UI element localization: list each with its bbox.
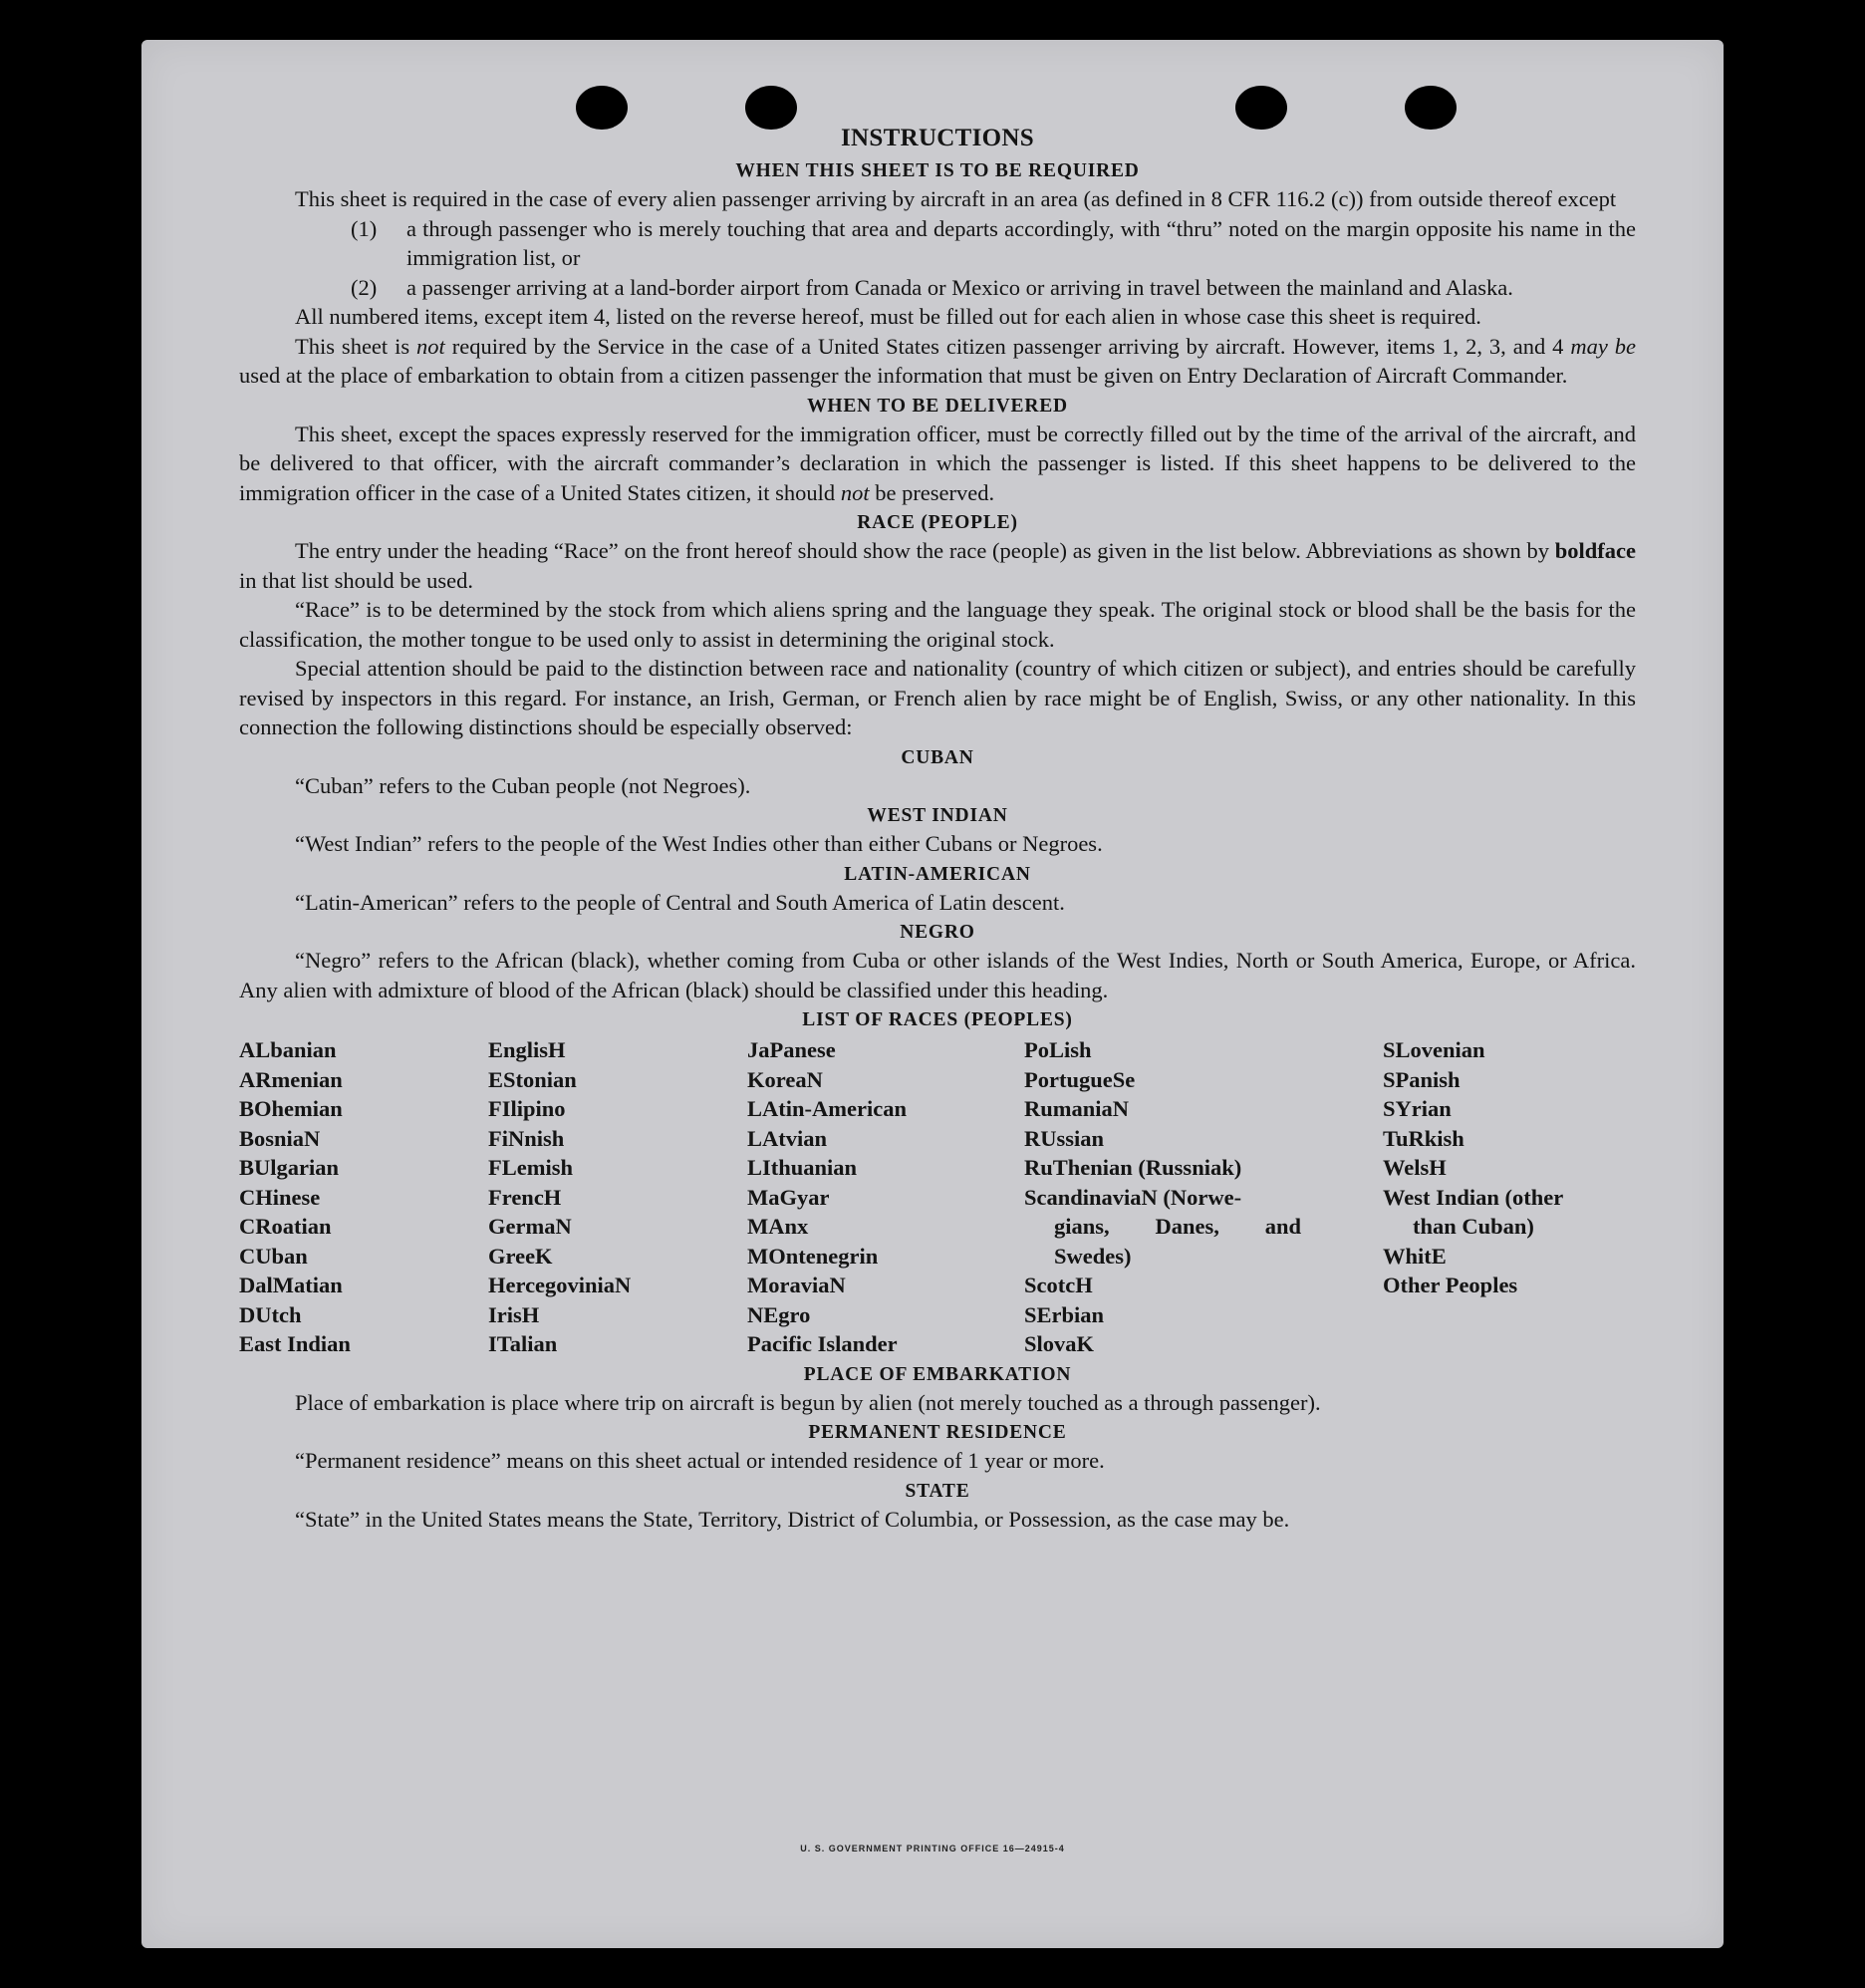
text-run: used at the place of embarkation to obtain from a citizen passenger the information that must be given on Entry Declaration of Aircraft Commander. bbox=[239, 363, 1568, 388]
text-run: The entry under the heading “Race” on the front hereof should show the race (people) as given in the list below. Abbreviations as shown by bbox=[295, 538, 1555, 563]
race-entry: WhitE bbox=[1383, 1243, 1447, 1269]
race-entry: BOhemian bbox=[239, 1096, 343, 1121]
race-entry: ITalian bbox=[488, 1331, 558, 1356]
race-entry: CUban bbox=[239, 1243, 308, 1269]
race-entry: LIthuanian bbox=[747, 1155, 858, 1180]
race-entry: SLovenian bbox=[1383, 1037, 1485, 1062]
state-paragraph: “State” in the United States means the State, Territory, District of Columbia, or Possession, as the case may be. bbox=[295, 1506, 1290, 1532]
exception-number: (1) bbox=[351, 215, 378, 241]
race-entry: MOntenegrin bbox=[747, 1243, 879, 1269]
required-paragraph-1: This sheet is required in the case of every alien passenger arriving by aircraft in an area (as defined in 8 CFR 116.2 (c)) from outside thereof except bbox=[295, 186, 1617, 211]
race-entry: EnglisH bbox=[488, 1037, 566, 1062]
race-entry: DalMatian bbox=[239, 1273, 343, 1297]
race-entry: CRoatian bbox=[239, 1214, 332, 1239]
race-entry-continued: Swedes) bbox=[1054, 1243, 1132, 1269]
race-entry: SlovaK bbox=[1024, 1331, 1095, 1356]
race-entry: LAtvian bbox=[747, 1125, 828, 1151]
races-column-1 bbox=[239, 1035, 488, 1359]
race-entry: ScandinaviaN (Norwe- bbox=[1024, 1184, 1242, 1210]
text-run: required by the Service in the case of a United States citizen passenger arriving by aircraft. However, items 1, 2, 3, and 4 bbox=[444, 333, 1571, 359]
race-entry: MoraviaN bbox=[747, 1273, 846, 1297]
race-entry: SPanish bbox=[1383, 1066, 1461, 1092]
race-entry: SYrian bbox=[1383, 1096, 1452, 1121]
heading-list-of-races: LIST OF RACES (PEOPLES) bbox=[802, 1009, 1073, 1030]
race-entry: RumaniaN bbox=[1024, 1096, 1130, 1121]
race-entry: RUssian bbox=[1024, 1125, 1105, 1151]
heading-cuban: CUBAN bbox=[901, 746, 974, 768]
exception-item-2 bbox=[239, 273, 1636, 303]
heading-permanent-residence: PERMANENT RESIDENCE bbox=[808, 1422, 1067, 1443]
race-entry: GreeK bbox=[488, 1243, 553, 1269]
race-entry: FIlipino bbox=[488, 1096, 566, 1121]
heading-when-required: WHEN THIS SHEET IS TO BE REQUIRED bbox=[735, 160, 1140, 181]
race-entry: DUtch bbox=[239, 1301, 302, 1327]
heading-west-indian: WEST INDIAN bbox=[867, 805, 1008, 826]
race-entry-continued: than Cuban) bbox=[1413, 1214, 1534, 1239]
races-column-4 bbox=[1024, 1035, 1383, 1359]
italic-run: not bbox=[840, 479, 870, 505]
latin-american-paragraph: “Latin-American” refers to the people of Central and South America of Latin descent. bbox=[295, 889, 1065, 915]
race-paragraph-2: “Race” is to be determined by the stock from which aliens spring and the language they speak. The original stock or blood shall be the basis for the classification, the mother tongue to be used only to assist in determining the original stock. bbox=[239, 597, 1636, 652]
delivered-paragraph bbox=[239, 420, 1636, 508]
exception-item-1 bbox=[239, 214, 1636, 273]
race-entry: HercegoviniaN bbox=[488, 1273, 632, 1297]
italic-run: may be bbox=[1570, 333, 1636, 359]
race-entry-continued bbox=[1024, 1212, 1301, 1242]
race-entry: NEgro bbox=[747, 1301, 811, 1327]
race-entry: WelsH bbox=[1383, 1155, 1447, 1180]
race-entry: SErbian bbox=[1024, 1301, 1105, 1327]
text-run: This sheet, except the spaces expressly reserved for the immigration officer, must be correctly filled out by the time of the arrival of the aircraft, and be delivered to that officer, with the aircraft commander’s declaration in which the passenger is listed. If this sheet happens to be delivered to the immigration officer in the case of a United States citizen, it should bbox=[239, 421, 1636, 505]
races-column-5-before bbox=[1383, 1035, 1636, 1183]
west-indian-paragraph: “West Indian” refers to the people of the West Indies other than either Cubans or Negroes. bbox=[295, 831, 1103, 856]
races-column-5 bbox=[1383, 1035, 1636, 1359]
race-entry: CHinese bbox=[239, 1184, 321, 1210]
residence-paragraph: “Permanent residence” means on this sheet actual or intended residence of 1 year or more. bbox=[295, 1448, 1105, 1473]
required-paragraph-3 bbox=[239, 332, 1636, 391]
race-entry: BUlgarian bbox=[239, 1155, 340, 1180]
race-entry: LAtin-American bbox=[747, 1096, 907, 1121]
race-paragraph-3: Special attention should be paid to the distinction between race and nationality (country of which citizen or subject), and entries should be carefully revised by inspectors in this regard. For instance, an Irish, German, or French alien by race might be of English, Swiss, or any other nationality. In this connection the following distinctions should be especially observed: bbox=[239, 656, 1636, 739]
race-entry: MaGyar bbox=[747, 1184, 830, 1210]
text-run: be preserved. bbox=[869, 479, 995, 505]
embarkation-paragraph: Place of embarkation is place where trip on aircraft is begun by alien (not merely touched as a through passenger). bbox=[295, 1389, 1321, 1415]
races-list bbox=[239, 1035, 1636, 1359]
races-column-2 bbox=[488, 1035, 747, 1359]
race-entry: FrencH bbox=[488, 1184, 562, 1210]
race-entry: ARmenian bbox=[239, 1066, 343, 1092]
race-entry-word: and bbox=[1264, 1214, 1301, 1239]
race-entry: TuRkish bbox=[1383, 1125, 1465, 1151]
required-paragraph-2: All numbered items, except item 4, listed on the reverse hereof, must be filled out for each alien in whose case this sheet is required. bbox=[295, 304, 1481, 329]
race-entry: Other Peoples bbox=[1383, 1273, 1518, 1297]
text-run: in that list should be used. bbox=[239, 567, 473, 593]
cuban-paragraph: “Cuban” refers to the Cuban people (not Negroes). bbox=[295, 772, 751, 798]
race-entry: ALbanian bbox=[239, 1037, 337, 1062]
page-title: INSTRUCTIONS bbox=[841, 125, 1034, 151]
bold-run: boldface bbox=[1554, 538, 1636, 563]
italic-run: not bbox=[416, 333, 445, 359]
printer-imprint: U. S. GOVERNMENT PRINTING OFFICE 16—24915-4 bbox=[800, 1844, 1065, 1853]
heading-when-delivered: WHEN TO BE DELIVERED bbox=[807, 395, 1068, 417]
heading-state: STATE bbox=[905, 1480, 970, 1502]
race-paragraph-1 bbox=[239, 536, 1636, 595]
document-body bbox=[239, 124, 1636, 1534]
race-entry: KoreaN bbox=[747, 1066, 823, 1092]
heading-place-of-embarkation: PLACE OF EMBARKATION bbox=[803, 1363, 1072, 1385]
race-entry: PoLish bbox=[1024, 1037, 1092, 1062]
document-sheet bbox=[141, 40, 1724, 1948]
exception-text: a through passenger who is merely touching that area and departs accordingly, with “thru” noted on the margin opposite his name in the immigration list, or bbox=[406, 215, 1636, 270]
race-entry-word: Danes, bbox=[1155, 1214, 1219, 1239]
text-run: This sheet is bbox=[295, 333, 417, 359]
races-column-5-after bbox=[1383, 1242, 1636, 1300]
exception-number: (2) bbox=[351, 274, 378, 300]
race-entry: JaPanese bbox=[747, 1037, 836, 1062]
race-entry: FLemish bbox=[488, 1155, 574, 1180]
races-column-4-after bbox=[1024, 1271, 1383, 1359]
race-entry-word: gians, bbox=[1054, 1214, 1110, 1239]
races-column-3 bbox=[747, 1035, 1024, 1359]
race-entry: West Indian (other bbox=[1383, 1184, 1564, 1210]
race-entry: IrisH bbox=[488, 1301, 540, 1327]
exception-text: a passenger arriving at a land-border airport from Canada or Mexico or arriving in travel between the mainland and Alaska. bbox=[406, 274, 1513, 300]
race-entry: GermaN bbox=[488, 1214, 572, 1239]
races-column-4-before bbox=[1024, 1035, 1383, 1183]
race-entry: FiNnish bbox=[488, 1125, 565, 1151]
heading-race: RACE (PEOPLE) bbox=[857, 512, 1018, 533]
heading-negro: NEGRO bbox=[900, 922, 975, 943]
race-entry: BosniaN bbox=[239, 1125, 321, 1151]
race-entry: RuThenian (Russniak) bbox=[1024, 1155, 1242, 1180]
race-entry: East Indian bbox=[239, 1331, 351, 1356]
race-entry: Pacific Islander bbox=[747, 1331, 898, 1356]
race-entry: ScotcH bbox=[1024, 1273, 1093, 1297]
race-entry: MAnx bbox=[747, 1214, 809, 1239]
heading-latin-american: LATIN-AMERICAN bbox=[844, 863, 1031, 885]
race-entry: EStonian bbox=[488, 1066, 577, 1092]
race-entry: PortugueSe bbox=[1024, 1066, 1136, 1092]
negro-paragraph: “Negro” refers to the African (black), whether coming from Cuba or other islands of the West Indies, North or South America, Europe, or Africa. Any alien with admixture of blood of the African (black) should be classified under this heading. bbox=[239, 948, 1636, 1002]
